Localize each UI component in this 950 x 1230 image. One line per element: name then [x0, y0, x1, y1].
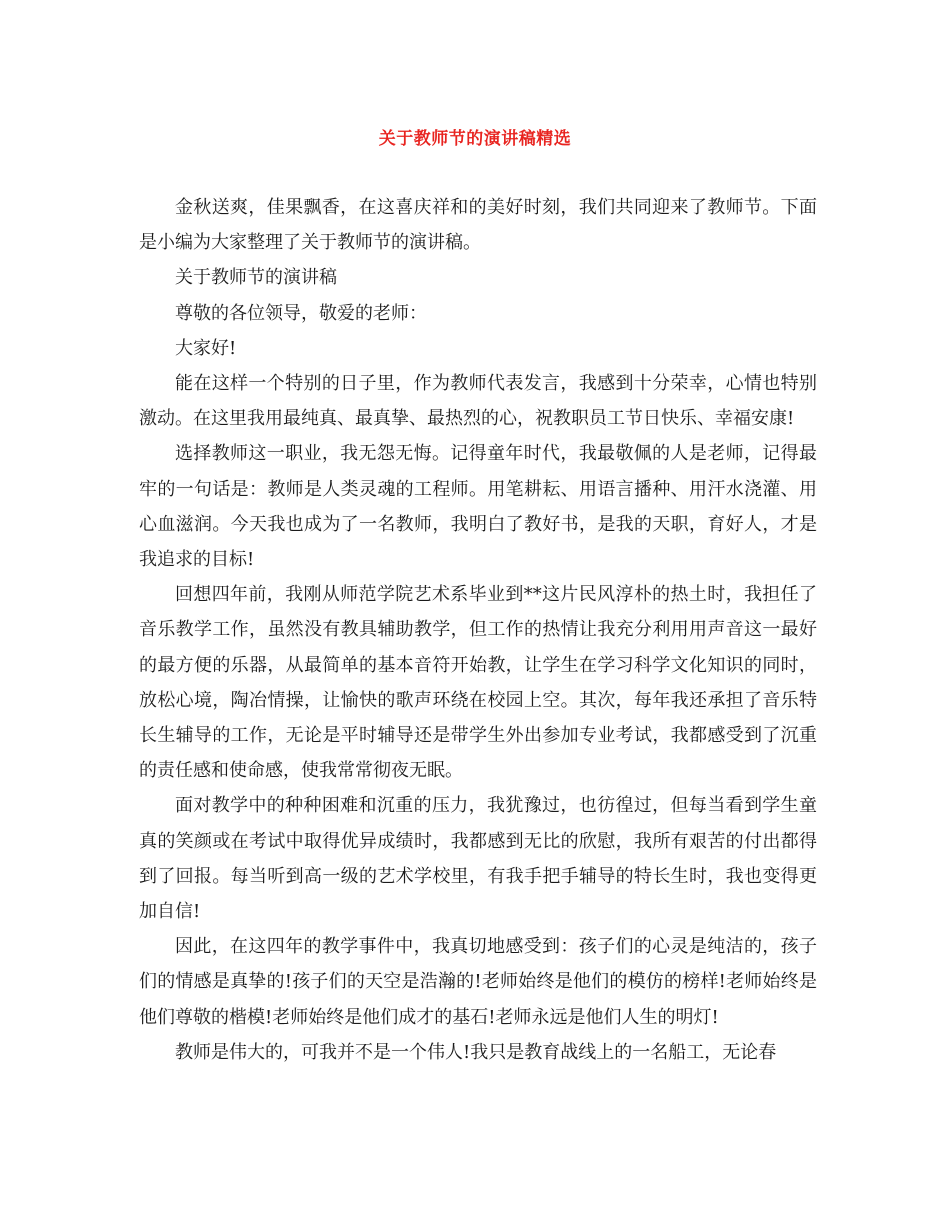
paragraph: 尊敬的各位领导，敬爱的老师： — [175, 302, 427, 324]
paragraph: 能在这样一个特别的日子里，作为教师代表发言，我感到十分荣幸，心情也特别激动。在这里我用最纯真、最真挚、最热烈的心，祝教职员工节日快乐、幸福安康! — [139, 373, 817, 430]
paragraph: 教师是伟大的，可我并不是一个伟人!我只是教育战线上的一名船工，无论春 — [175, 1041, 777, 1063]
document-title: 关于教师节的演讲稿精选 — [378, 129, 572, 149]
document-body — [139, 190, 817, 1070]
paragraph: 大家好! — [175, 337, 237, 359]
paragraph: 面对教学中的种种困难和沉重的压力，我犹豫过，也彷徨过，但每当看到学生童真的笑颜或在考试中取得优异成绩时，我都感到无比的欣慰，我所有艰苦的付出都得到了回报。每当听到高一级的艺术学校里，有我手把手辅导的特长生时，我也变得更加自信! — [139, 795, 817, 923]
paragraph: 关于教师节的演讲稿 — [175, 267, 337, 289]
paragraph: 因此，在这四年的教学事件中，我真切地感受到：孩子们的心灵是纯洁的，孩子们的情感是真挚的!孩子们的天空是浩瀚的!老师始终是他们的模仿的榜样!老师始终是他们尊敬的楷模!老师始终是他们成才的基石!老师永远是他们人生的明灯! — [139, 936, 817, 1028]
paragraph: 金秋送爽，佳果飘香，在这喜庆祥和的美好时刻，我们共同迎来了教师节。下面是小编为大家整理了关于教师节的演讲稿。 — [139, 197, 817, 254]
paragraph: 回想四年前，我刚从师范学院艺术系毕业到**这片民风淳朴的热土时，我担任了音乐教学工作，虽然没有教具辅助教学，但工作的热情让我充分利用用声音这一最好的最方便的乐器，从最简单的基本音符开始教，让学生在学习科学文化知识的同时，放松心境，陶冶情操，让愉快的歌声环绕在校园上空。其次，每年我还承担了音乐特长生辅导的工作，无论是平时辅导还是带学生外出参加专业考试，我都感受到了沉重的责任感和使命感，使我常常彻夜无眠。 — [139, 584, 817, 782]
paragraph: 选择教师这一职业，我无怨无悔。记得童年时代，我最敬佩的人是老师，记得最牢的一句话是：教师是人类灵魂的工程师。用笔耕耘、用语言播种、用汗水浇灌、用心血滋润。今天我也成为了一名教师，我明白了教好书，是我的天职，育好人，才是我追求的目标! — [139, 443, 817, 571]
